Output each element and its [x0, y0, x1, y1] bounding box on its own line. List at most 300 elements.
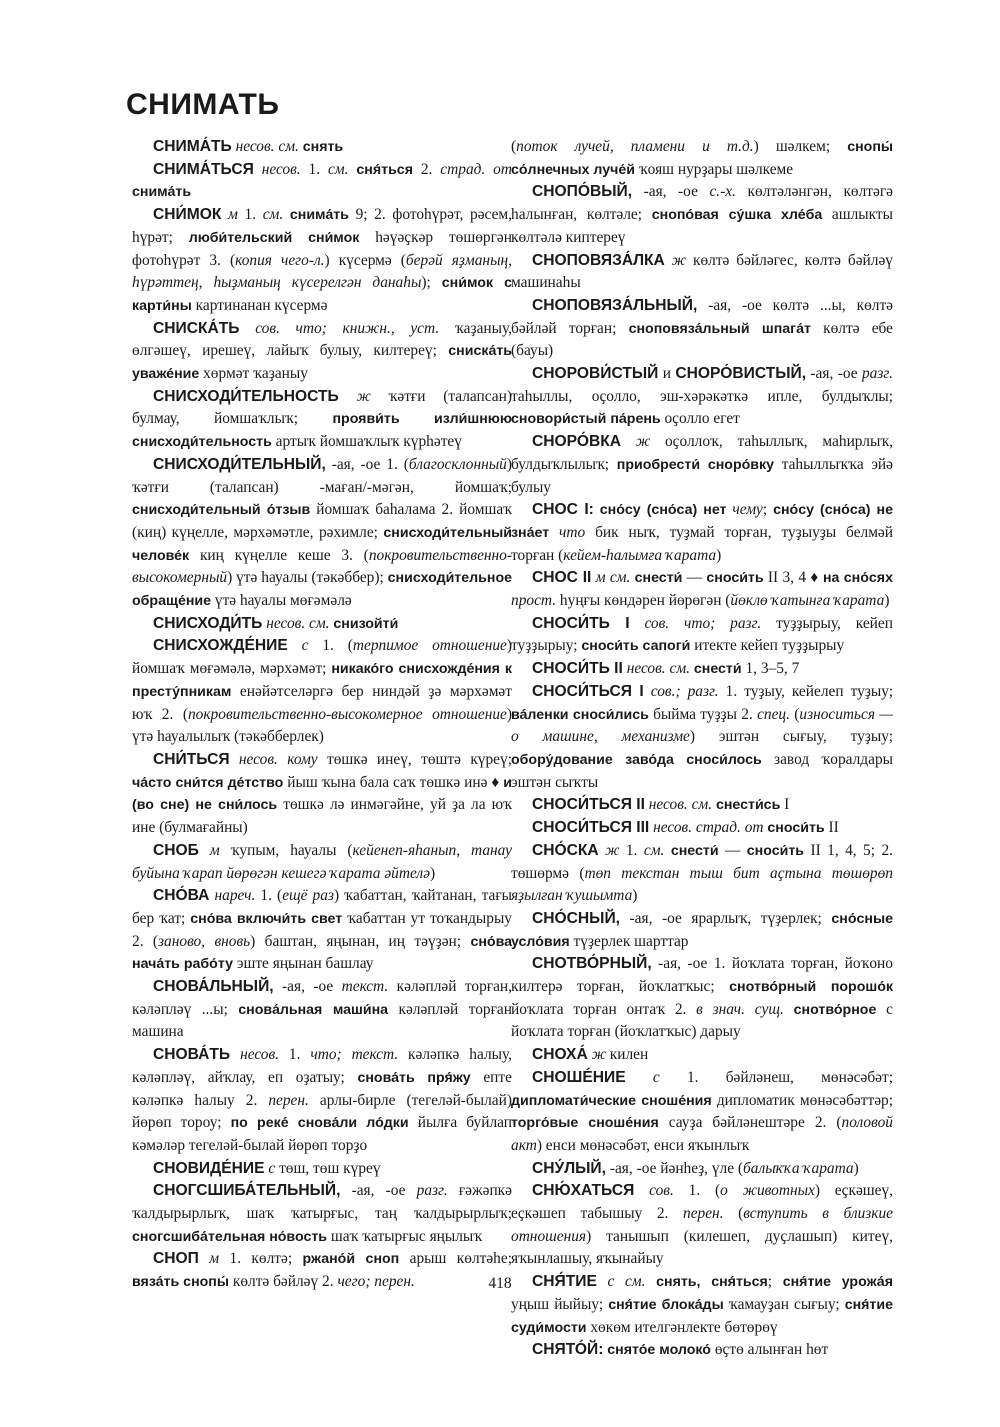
- dictionary-entry: [132, 976, 512, 1044]
- entry-text: туҙҙырыу, кейеп туҙҙырыу;: [511, 614, 893, 655]
- entry-text: -ая, -ое: [340, 1182, 417, 1200]
- entry-text: ашлыкты көлтәлә киптереү: [511, 206, 893, 246]
- example-phrase: сноси́ть сапоги́: [581, 638, 691, 655]
- entry-headword: СНОВИДЕ́НИЕ: [153, 1159, 265, 1177]
- entry-headword: СНИМА́ТЬ: [153, 138, 232, 155]
- entry-text: ) ҡабаттан, ҡайтанан, тағы бер ҡат;: [132, 887, 512, 927]
- entry-text: таһыллы, оҫолло, эш-хәрәкәткә ипле, булдыҡлы;: [511, 387, 893, 405]
- grammar-label: с см.: [607, 1273, 646, 1291]
- entry-text: 1.: [300, 160, 328, 178]
- entry-headword: СНУ́ЛЫЙ,: [532, 1159, 606, 1177]
- grammar-label: чему: [732, 501, 763, 519]
- entry-text: [784, 1001, 794, 1018]
- example-phrase: обору́дование заво́да сноси́лось: [511, 751, 762, 768]
- entry-text: -ая, -ое 1. (: [325, 455, 409, 473]
- grammar-label: вступить в близкие отношения: [511, 1205, 893, 1245]
- grammar-label: страд. от: [440, 160, 512, 178]
- example-phrase: снотво́рное: [793, 1001, 877, 1018]
- entry-text: 1. (: [255, 887, 283, 905]
- entry-text: төшкә инеү, төштә күреү;: [317, 750, 512, 768]
- entry-text: -ая, -ое көлтә ...ы, көлтә бәйләй торған;: [511, 296, 893, 337]
- entry-text: ) күсермә (: [324, 251, 406, 269]
- entry-text: йомшаҡ баһалама 2. йомшаҡ (киң) күңелле, мәрхәмәтле, рәхимле;: [132, 501, 512, 541]
- grammar-label: износиться — о машине, механизме: [511, 705, 893, 746]
- example-phrase: люби́тельский сни́мок: [188, 229, 360, 246]
- dictionary-entry: [511, 363, 893, 431]
- entry-headword: СНОБ: [153, 841, 199, 859]
- entry-text: -ая, -ое: [632, 183, 710, 201]
- grammar-label: ж: [605, 841, 620, 859]
- dictionary-entry: [511, 794, 893, 817]
- entry-headword: СНОП: [153, 1250, 199, 1268]
- entry-text: 1. (: [673, 1182, 721, 1200]
- grammar-label: сов. что; книжн., уст.: [255, 319, 440, 337]
- dictionary-entry: [132, 635, 512, 749]
- example-phrase: прояви́ть изли́шнюю снисходи́тельность: [132, 411, 513, 451]
- grammar-label: с: [301, 637, 309, 655]
- entry-text: ) шәлкем;: [753, 138, 848, 155]
- dictionary-entry: [511, 136, 893, 181]
- example-phrase: снотво́рный порошо́к: [729, 979, 893, 996]
- entry-headword: СНОПОВЯЗА́ЛЬНЫЙ,: [532, 296, 698, 314]
- example-phrase: дипломати́ческие сноше́ния: [511, 1092, 712, 1109]
- example-phrase: сня́тие блока́ды: [608, 1296, 724, 1313]
- dictionary-entry: [511, 1180, 893, 1271]
- grammar-label: с: [652, 1068, 660, 1086]
- grammar-label: покровительственно-высокомерное отношение: [187, 705, 507, 723]
- example-phrase: снести́: [634, 570, 683, 587]
- example-phrase: снисходи́тельный о́тзыв: [132, 502, 311, 519]
- entry-text: шаҡ ҡатырғыс яңылыҡ: [327, 1227, 483, 1245]
- entry-text: [199, 1250, 209, 1267]
- entry-text: 1.: [237, 206, 263, 224]
- entry-text: -ая, -ое: [273, 978, 342, 996]
- dictionary-entry: [511, 1044, 893, 1067]
- entry-text: —: [718, 841, 747, 859]
- entry-text: йылға буйлап кәмәләр тегеләй-былай йөрөп торҙо: [132, 1114, 512, 1154]
- entry-headword: СНЯТО́Й:: [532, 1341, 604, 1359]
- grammar-label: покровительственно-высокомерный: [132, 546, 512, 587]
- entry-text: итекте кейеп туҙҙырыу: [690, 637, 845, 655]
- grammar-label: сов. что; разг.: [644, 614, 762, 632]
- dictionary-entry: [132, 1158, 512, 1181]
- entry-text: хөкөм ителгәнлекте бөтөрөү: [586, 1318, 778, 1336]
- entry-text: 1.: [279, 1046, 311, 1064]
- grammar-label: разг.: [416, 1182, 448, 1200]
- grammar-label: благосклонный: [408, 455, 507, 473]
- grammar-label: перен.: [268, 1091, 309, 1109]
- example-phrase: сня́тие суди́мости: [511, 1296, 893, 1336]
- entry-text: —: [682, 569, 707, 587]
- entry-headword: СНОСИ́ТЬ II: [532, 660, 623, 678]
- entry-text: көлтә бәйләү 2.: [229, 1273, 338, 1291]
- grammar-label: м см.: [595, 569, 631, 587]
- entry-text: [283, 206, 290, 223]
- entry-text: ): [716, 546, 722, 564]
- entry-text: [339, 388, 357, 405]
- dictionary-entry: [511, 567, 893, 612]
- example-phrase: на сно́сях: [822, 570, 893, 587]
- page-number: 418: [488, 1275, 512, 1292]
- entry-text: ҡабаттан ут тоҡандырыу 2. (: [132, 909, 512, 950]
- entry-headword: СНИСХОДИ́ТЬ: [153, 614, 263, 632]
- entry-text: ;: [762, 501, 774, 519]
- entry-headword: СНО́ВА: [153, 887, 210, 905]
- example-phrase: снова́ть пря́жу: [357, 1069, 471, 1086]
- entry-text: оҫоллоҡ, таһыллыҡ, маһирлыҡ, булдыҡлылыҡ;: [511, 433, 893, 473]
- entry-text: (: [723, 1205, 744, 1223]
- entry-headword: СНЯ́ТИЕ: [532, 1273, 597, 1291]
- entry-text: арыш көлтәһе;: [399, 1250, 512, 1268]
- entry-text: 1. бәйләнеш, мөнәсәбәт;: [659, 1068, 893, 1086]
- grammar-label: перен.: [683, 1205, 724, 1223]
- grammar-label: что; текст.: [310, 1046, 399, 1064]
- entry-text: ҡупым, һауалы (: [219, 841, 353, 859]
- left-column: [132, 136, 512, 1294]
- entry-text: ): [884, 592, 890, 610]
- example-phrase: сно́су (сно́са) не зна́ет: [511, 502, 893, 541]
- entry-headword: СНОТВО́РНЫЙ,: [532, 955, 652, 973]
- dictionary-entry: [511, 908, 893, 953]
- grammar-label: текст.: [341, 978, 389, 996]
- example-phrase: снять, сня́ться: [656, 1274, 768, 1291]
- entry-text: эште яңынан башлау: [233, 955, 374, 973]
- entry-text: йыш ҡына бала саҡ төшкә инә ♦: [283, 773, 504, 791]
- entry-text: и: [658, 365, 676, 383]
- entry-text: киң күңелле кеше 3. (: [189, 546, 369, 564]
- page-header: СНИМАТЬ: [126, 88, 280, 121]
- dictionary-entry: [511, 295, 893, 363]
- entry-text: түҙерлек шарттар: [569, 932, 689, 950]
- grammar-label: заново, вновь: [158, 932, 251, 950]
- example-phrase: ржано́й сноп: [302, 1251, 400, 1268]
- entry-text: [665, 252, 672, 269]
- entry-headword: СНОСИ́ТЬСЯ I: [532, 682, 644, 700]
- grammar-label: несов. см.: [626, 660, 691, 678]
- right-column: [511, 136, 893, 1362]
- entry-text: ): [632, 887, 638, 905]
- grammar-label: поток лучей, пламени и т.д.: [516, 138, 754, 155]
- grammar-label: несов. см.: [648, 796, 713, 814]
- entry-text: I: [780, 796, 790, 814]
- grammar-label: несов. см.: [266, 614, 330, 632]
- grammar-label: кейем-һалымға ҡарата: [563, 546, 717, 564]
- entry-headword: СНОГСШИБА́ТЕЛЬНЫЙ,: [153, 1182, 341, 1200]
- entry-text: [630, 615, 645, 632]
- entry-text: [634, 1182, 649, 1199]
- entry-text: [240, 320, 256, 337]
- entry-headword: СНОСИ́ТЬСЯ II: [532, 796, 645, 814]
- grammar-label: в знач. сущ.: [696, 1000, 784, 1018]
- example-phrase: снести́сь: [715, 797, 781, 814]
- example-phrase: сноси́ть: [706, 570, 764, 587]
- example-phrase: снисходи́тельное обраще́ние: [132, 570, 512, 610]
- example-phrase: сня́ться: [356, 161, 413, 178]
- dictionary-entry: [511, 250, 893, 295]
- entry-text: 1. (: [308, 637, 353, 655]
- grammar-label: что: [559, 523, 586, 541]
- grammar-label: с.-х.: [709, 183, 736, 201]
- dictionary-entry: [132, 1180, 512, 1248]
- grammar-label: разг.: [861, 365, 894, 383]
- dictionary-entry: [511, 613, 893, 658]
- entry-text: II 1, 4, 5; 2. төшөрмә (: [511, 841, 893, 882]
- entry-text: [199, 842, 210, 859]
- dictionary-entry: [511, 181, 893, 249]
- entry-headword: СНИМА́ТЬСЯ: [153, 160, 254, 178]
- example-phrase: сноси́ть: [767, 820, 825, 837]
- entry-text: ) үтә һауалылыҡ (тәкәбберлек): [132, 705, 513, 746]
- entry-text: 1.: [619, 841, 644, 859]
- entry-text: (: [511, 138, 517, 155]
- entry-text: кәләпләй торған машина: [132, 1000, 513, 1041]
- example-phrase: снима́ть: [289, 207, 349, 224]
- dictionary-entry: [132, 1044, 512, 1158]
- entry-headword: СНИ́МОК: [153, 206, 222, 224]
- entry-text: таһыллыҡҡа эйә булыу: [511, 455, 893, 496]
- grammar-label: половой акт: [511, 1114, 893, 1154]
- grammar-label: несов. см.: [235, 138, 299, 155]
- entry-headword: СНОХА́: [532, 1046, 588, 1064]
- entry-headword: СНОВА́ТЬ: [153, 1046, 231, 1064]
- entry-headword: СНЮ́ХАТЬСЯ: [532, 1182, 635, 1200]
- grammar-label: чего; перен.: [337, 1273, 415, 1291]
- entry-text: ): [853, 1159, 859, 1177]
- example-phrase: по реке́ снова́ли ло́дки: [230, 1115, 409, 1132]
- entry-headword: СНОШЕ́НИЕ: [532, 1068, 626, 1086]
- grammar-label: сов.: [649, 1182, 674, 1200]
- dictionary-entry: [132, 204, 512, 318]
- example-phrase: сни́мок с карти́ны: [132, 275, 512, 314]
- dictionary-entry: [511, 1339, 893, 1362]
- entry-text: ҡәтғи (талапсан) булмау, йомшаҡлыҡ;: [132, 387, 512, 428]
- entry-text: йоҡлата торған онтаҡ 2.: [511, 1000, 697, 1018]
- entry-text: [230, 751, 239, 768]
- example-phrase: сниска́ть уваже́ние: [132, 343, 512, 383]
- entry-text: (: [789, 705, 800, 723]
- dictionary-entry: [132, 613, 512, 636]
- entry-text: оҫолло егет: [660, 410, 740, 428]
- entry-text: көлтә бәйләгес, көлтә бәйләү машинаһы: [511, 251, 893, 292]
- entry-text: [621, 433, 636, 450]
- entry-text: кәләпкә һалыу, кәләпләү, айҡлау, еп оҙатыу;: [132, 1046, 512, 1086]
- entry-text: артыҡ йомшаҡлыҡ күрһәтеү: [271, 433, 462, 451]
- entry-text: [288, 637, 302, 654]
- dictionary-entry: [511, 1067, 893, 1158]
- entry-text: [626, 1069, 653, 1086]
- dictionary-entry: [511, 1158, 893, 1181]
- grammar-label: с: [268, 1159, 276, 1177]
- entry-text: сауҙа бәйләнештәре 2. (: [658, 1114, 842, 1132]
- entry-text: дипломатик мөнәсәбәттәр;: [711, 1091, 893, 1109]
- grammar-label: спец.: [757, 705, 790, 723]
- example-phrase: сногсшиба́тельная но́вость: [132, 1228, 328, 1245]
- grammar-label: несов. кому: [238, 750, 318, 768]
- grammar-label: несов.: [261, 160, 301, 178]
- entry-text: );: [421, 274, 442, 292]
- example-phrase: снизойти́: [333, 615, 399, 632]
- grammar-label: йөклө ҡатынға ҡарата: [730, 592, 885, 610]
- grammar-label: м: [209, 1250, 220, 1268]
- dictionary-entry: [511, 499, 893, 567]
- entry-text: көлтә ебе (бауы): [511, 319, 893, 360]
- entry-text: -ая, -ое: [806, 365, 862, 383]
- grammar-label: прост.: [511, 592, 557, 610]
- grammar-label: ж: [671, 251, 687, 269]
- entry-text: үтә һауалы мөғәмәлә: [211, 592, 352, 610]
- entry-text: 1, 3–5, 7: [741, 660, 800, 678]
- entry-text: ) ҡәтғи (талапсан) -маған/-мәгән, йомшаҡ;: [132, 455, 512, 496]
- dictionary-entry: [132, 386, 512, 454]
- entry-text: -ая, -ое ярарлыҡ, түҙерлек;: [619, 909, 832, 927]
- entry-text: төшкә лә инмәгәйне, уй ҙа ла юҡ ине (булмағайны): [132, 796, 512, 837]
- entry-headword: СНОРО́ВКА: [532, 433, 622, 451]
- dictionary-entry: [132, 159, 512, 204]
- example-phrase: снято́е молоко́: [607, 1342, 711, 1359]
- grammar-label: см.: [643, 841, 665, 859]
- entry-text: һуңғы көндәрен йөрөгән (: [556, 592, 731, 610]
- entry-text: 2.: [412, 160, 441, 178]
- entry-headword: СНИ́ТЬСЯ: [153, 750, 230, 768]
- example-phrase: снова́льная маши́на: [238, 1001, 389, 1018]
- grammar-label: несов. страд. от: [653, 819, 764, 837]
- example-phrase: снопо́вая су́шка хле́ба: [651, 207, 823, 224]
- example-phrase: ва́ленки сноси́лись: [511, 706, 649, 723]
- entry-text: ғәжәпкә ҡалдырырлыҡ, шаҡ ҡатырғыс, таң ҡалдырырлыҡ;: [132, 1182, 512, 1223]
- entry-text: 1. көлтә;: [219, 1250, 303, 1268]
- grammar-label: копия чего-л.: [235, 251, 325, 269]
- entry-headword: СНИСКА́ТЬ: [153, 319, 240, 337]
- entry-text: II 3, 4 ♦: [763, 569, 823, 587]
- entry-headword: СНОСИ́ТЬ I: [532, 614, 630, 632]
- entry-text: -ая, -ое йәнһеҙ, үле (: [605, 1159, 744, 1177]
- entry-text: көлтәләнгән, көлтәгә һалынған, көлтәле;: [511, 183, 894, 224]
- example-phrase: торго́вые сноше́ния: [511, 1115, 659, 1132]
- entry-headword: СНОС II: [532, 569, 592, 587]
- entry-text: 9; 2. фотоһүрәт, рәсем, һүрәт;: [132, 206, 512, 246]
- entry-headword: СНОС I:: [532, 501, 594, 519]
- entry-text: с йоҡлата торған (йоҡлатҡыс) дарыу: [511, 1000, 893, 1041]
- entry-headword: СНОСИ́ТЬСЯ III: [532, 819, 650, 837]
- grammar-label: берәй яҙманың, һүрәттең, һыҙманың күсерелгән данаһы: [132, 251, 512, 292]
- entry-text: бик ныҡ, туҙмай торған, туҙыуҙы белмәй торған (: [511, 523, 894, 564]
- grammar-label: ж: [591, 1046, 606, 1064]
- grammar-label: нареч.: [214, 887, 256, 905]
- example-phrase: приобрести́ сноро́вку: [616, 456, 775, 473]
- example-phrase: снима́ть: [132, 184, 192, 201]
- example-phrase: снисходи́тельный челове́к: [132, 524, 512, 564]
- dictionary-entry: [511, 953, 893, 1044]
- grammar-label: см.: [327, 160, 349, 178]
- dictionary-entry: [511, 840, 893, 908]
- entry-headword: СНИСХОЖДЕ́НИЕ: [153, 637, 288, 655]
- grammar-label: м: [209, 841, 220, 859]
- example-phrase: ча́сто сни́тся де́тство: [132, 774, 284, 791]
- example-phrase: и (во сне) не сни́лось: [132, 774, 512, 814]
- entry-text: II: [824, 819, 839, 837]
- entry-text: ҡаҙаныу, өлгәшеү, ирешеү, лайыҡ булыу, килтереү;: [132, 319, 512, 360]
- grammar-label: м: [228, 206, 238, 224]
- example-phrase: сно́сные усло́вия: [511, 910, 893, 950]
- example-phrase: сноси́ть: [746, 842, 805, 859]
- dictionary-entry: [132, 136, 512, 159]
- example-phrase: снести́: [693, 661, 742, 678]
- entry-text: 1. туҙыу, кейелеп туҙыу;: [718, 682, 893, 700]
- dictionary-entry: [511, 681, 893, 795]
- entry-text: ) енси мөнәсәбәт, енси яҡынлыҡ: [536, 1136, 750, 1154]
- entry-text: һәүәҫкәр төшөргән фотоһүрәт 3. (: [132, 228, 512, 269]
- entry-text: арлы-бирле (тегеләй-былай) йөрөп тороу;: [132, 1091, 512, 1132]
- dictionary-entry: [511, 431, 893, 499]
- grammar-label: кейенеп-яһанып, танау буйына ҡарап йөрөгән кешегә ҡарата әйтелә: [132, 841, 512, 882]
- example-phrase: снести́: [670, 842, 719, 859]
- grammar-label: несов.: [240, 1046, 279, 1064]
- entry-text: [644, 683, 651, 700]
- entry-text: ) танышып (килешеп, дуҫлашып) китеү, яҡынлашыу, яҡынайыу: [511, 1227, 893, 1268]
- dictionary-entry: [511, 658, 893, 681]
- example-phrase: снять: [302, 139, 344, 155]
- entry-text: [230, 1046, 240, 1063]
- entry-text: ) баштан, яңынан, иң тәүҙән;: [250, 932, 471, 950]
- entry-headword: СНИСХОДИ́ТЕЛЬНЫЙ,: [153, 455, 326, 473]
- dictionary-entry: [511, 817, 893, 840]
- dictionary-entry: [132, 840, 512, 885]
- example-phrase: сня́тие урожа́я: [782, 1274, 893, 1291]
- example-phrase: вяза́ть снопы́: [132, 1274, 229, 1291]
- entry-text: картинанан күсермә: [191, 296, 328, 314]
- dictionary-entry: [132, 749, 512, 840]
- grammar-label: о животных: [720, 1182, 815, 1200]
- grammar-label: ж: [635, 433, 651, 451]
- example-phrase: сно́су (сно́са) нет: [599, 502, 727, 519]
- entry-text: өҫтө алынған һөт: [710, 1341, 829, 1359]
- entry-text: [254, 161, 262, 178]
- grammar-label: төп текстан тыш бит аҫтына төшөрөп яҙылған ҡушымта: [511, 864, 893, 905]
- entry-text: ): [429, 864, 436, 882]
- entry-headword: СНОРОВИ́СТЫЙ: [532, 365, 659, 383]
- grammar-label: терпимое отношение: [352, 637, 507, 655]
- entry-text: килен: [605, 1046, 649, 1064]
- example-phrase: сно́ва включи́ть свет: [190, 910, 343, 927]
- entry-text: ) үтә һауалы (тәкәббер);: [227, 569, 388, 587]
- entry-text: епте кәләпкә һалыу 2.: [132, 1068, 512, 1109]
- dictionary-entry: [132, 318, 512, 386]
- entry-text: ) эштән сығыу, туҙыу;: [689, 728, 893, 746]
- entry-text: [549, 524, 559, 541]
- entry-headword: СНИСХОДИ́ТЕЛЬНОСТЬ: [153, 387, 339, 405]
- dictionary-entry: [132, 454, 512, 613]
- grammar-label: ж: [356, 387, 371, 405]
- entry-text: уңыш йыйыу;: [511, 1295, 609, 1313]
- entry-text: хөрмәт ҡаҙаныу: [199, 365, 308, 383]
- entry-text: енәйәтселәргә бер ниндәй ҙә мәрхәмәт юҡ 2. (: [132, 682, 512, 723]
- entry-headword: СНОВА́ЛЬНЫЙ,: [153, 978, 274, 996]
- grammar-label: см.: [262, 206, 284, 224]
- entry-text: ) йомшаҡ мөғәмәлә, мәрхәмәт;: [132, 637, 512, 678]
- example-phrase: сноповяза́льный шпага́т: [628, 320, 811, 337]
- entry-text: ҡояш нурҙары шәлкеме: [635, 160, 794, 178]
- dictionary-entry: [132, 885, 512, 976]
- example-phrase: никако́го снисхожде́ния к престу́пникам: [132, 661, 512, 700]
- entry-text: кәләпләй торған, кәләпләү ...ы;: [132, 978, 513, 1018]
- entry-headword: СНОПОВЯЗА́ЛКА: [532, 251, 665, 269]
- grammar-label: балыҡҡа ҡарата: [743, 1159, 854, 1177]
- entry-text: -ая, -ое 1. йоҡлата торған, йоҡоно килтерә торған, йоҡлатҡыс;: [511, 955, 893, 996]
- grammar-label: ещё раз: [282, 887, 334, 905]
- entry-headword: СНО́СНЫЙ,: [532, 909, 620, 927]
- example-phrase: сновори́стый па́рень: [511, 411, 661, 428]
- example-phrase: сно́ва нача́ть рабо́ту: [132, 933, 512, 973]
